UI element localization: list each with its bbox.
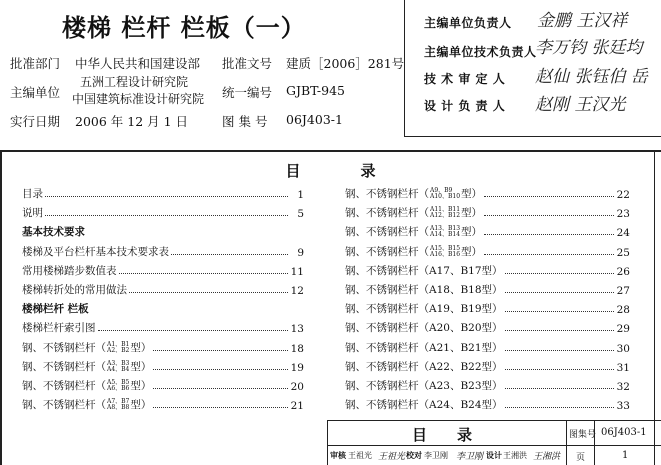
toc-entry[interactable] — [22, 183, 304, 201]
toc-entry-text: 钢、不锈钢栏杆（ — [345, 245, 429, 258]
toc-entry-codes — [430, 188, 460, 200]
approval-no-label: 批准文号 — [222, 56, 273, 71]
sig-1: 金鹏 王汉祥 — [537, 11, 628, 31]
toc-entry[interactable] — [22, 375, 304, 393]
unified-no-value: GJBT-945 — [286, 83, 345, 98]
toc-entry-code: A11、B11 — [430, 206, 461, 214]
toc-entry-suffix: 型） — [130, 341, 152, 354]
toc-entry[interactable] — [22, 298, 304, 316]
sig-role-4: 设 计 负 责 人 — [424, 99, 506, 113]
toc-leader-dots — [119, 273, 289, 274]
toc-entry-text: 钢、不锈钢栏杆（ — [22, 380, 106, 392]
toc-page-number: 5 — [297, 208, 304, 221]
toc-page-number: 19 — [290, 361, 304, 374]
toc-entry-code: A3、B3 — [107, 359, 130, 367]
toc-leader-dots — [484, 254, 614, 255]
toc-entry-text: 说明 — [22, 207, 43, 220]
toc-entry-text: 钢、不锈钢栏杆（ — [22, 341, 106, 354]
signature-box-bottom — [404, 136, 661, 137]
toc-entry[interactable] — [345, 337, 630, 355]
toc-page-number: 29 — [616, 323, 630, 336]
toc-entry-text: 楼梯栏杆 栏板 — [22, 303, 89, 316]
toc-page-number: 22 — [616, 189, 630, 201]
sig-2: 李万钧 张廷均 — [535, 38, 643, 58]
toc-entry[interactable] — [345, 356, 630, 374]
toc-entry[interactable] — [22, 337, 304, 355]
toc-entry-text: 钢、不锈钢栏杆（A19、B19型） — [345, 303, 503, 316]
toc-entry-label — [22, 378, 151, 393]
signature-box-border — [404, 0, 405, 136]
toc-entry[interactable] — [345, 394, 630, 412]
toc-entry-code: A14、B14 — [430, 231, 461, 239]
unified-no-label: 统一编号 — [222, 85, 273, 100]
toc-leader-dots — [153, 407, 288, 408]
toc-page-number: 26 — [616, 265, 630, 278]
toc-entry-text: 楼梯及平台栏杆基本技术要求表 — [22, 245, 169, 258]
toc-entry-label — [345, 378, 503, 393]
toc-leader-dots — [45, 196, 288, 197]
toc-page-number: 30 — [616, 342, 630, 355]
review-signature: 王祖光 — [378, 452, 406, 462]
toc-entry-label — [345, 301, 503, 316]
toc-entry-code: A16、B16 — [430, 250, 461, 258]
chief-unit-line2: 中国建筑标准设计研究院 — [72, 92, 205, 106]
toc-entry-label — [22, 244, 169, 259]
sig-role-2: 主编单位技术负责人 — [424, 45, 537, 59]
toc-leader-dots — [505, 388, 614, 389]
toc-entry-label — [345, 244, 482, 259]
toc-entry-text: 钢、不锈钢栏杆（A20、B20型） — [345, 322, 503, 335]
page-value: 1 — [622, 450, 629, 461]
toc-entry[interactable] — [345, 317, 630, 335]
chief-unit-label: 主编单位 — [10, 85, 61, 100]
check-name: 李卫刚 — [424, 451, 448, 460]
toc-entry[interactable] — [345, 298, 630, 316]
title-block-div1 — [566, 420, 567, 465]
toc-page-number: 1 — [297, 189, 304, 201]
toc-entry[interactable] — [345, 241, 630, 259]
toc-page-number: 25 — [616, 246, 630, 259]
toc-entry-text: 钢、不锈钢栏杆（A24、B24型） — [345, 399, 503, 412]
title-block-left — [327, 420, 328, 465]
toc-entry-text: 钢、不锈钢栏杆（ — [345, 207, 429, 220]
toc-leader-dots — [505, 407, 614, 408]
toc-page-number: 24 — [616, 227, 630, 240]
toc-entry[interactable] — [22, 356, 304, 374]
toc-leader-dots — [505, 273, 614, 274]
toc-page-number: 28 — [616, 304, 630, 317]
atlas-no-label: 图 集 号 — [222, 114, 268, 129]
toc-entry-suffix: 型） — [130, 360, 152, 373]
toc-leader-dots — [505, 350, 614, 351]
toc-page-number: 23 — [616, 208, 630, 221]
toc-page-number: 33 — [616, 400, 630, 413]
document-title: 楼梯 栏杆 栏板（一） — [62, 13, 306, 42]
toc-entry-label — [22, 205, 43, 220]
toc-entry-code: A9、B9 — [430, 187, 453, 194]
toc-entry-code: A8、B8 — [107, 404, 130, 412]
toc-entry-suffix: 型） — [461, 207, 483, 220]
toc-leader-dots — [484, 196, 614, 197]
toc-entry-code: A1、B1 — [107, 340, 130, 348]
toc-entry-code: A15、B15 — [430, 244, 461, 252]
title-block-name: 目录 — [412, 426, 503, 444]
toc-entry[interactable] — [22, 394, 304, 412]
toc-leader-dots — [45, 215, 288, 216]
toc-leader-dots — [153, 388, 288, 389]
toc-leader-dots — [171, 254, 288, 255]
toc-entry[interactable] — [22, 279, 304, 297]
toc-entry-label — [345, 263, 503, 278]
sig-role-3: 技 术 审 定 人 — [424, 72, 506, 86]
atlas-value: 06J403-1 — [601, 427, 647, 438]
toc-entry-codes — [430, 207, 460, 219]
toc-entry-suffix: 型） — [461, 226, 483, 239]
toc-entry-label — [345, 205, 482, 220]
toc-right-border — [654, 150, 655, 465]
toc-entry-text: 基本技术要求 — [22, 226, 85, 239]
toc-entry-text: 钢、不锈钢栏杆（ — [22, 399, 106, 412]
toc-entry-label — [22, 282, 127, 297]
toc-entry[interactable] — [22, 221, 304, 239]
title-block-mid — [327, 445, 661, 446]
toc-page-number: 12 — [290, 285, 304, 297]
check-label: 校对 — [406, 450, 422, 460]
toc-entry-label — [345, 359, 503, 374]
toc-entry-text: 钢、不锈钢栏杆（ — [345, 188, 429, 200]
toc-entry-label — [345, 340, 503, 355]
toc-page-number: 21 — [290, 400, 304, 413]
toc-entry[interactable] — [345, 260, 630, 278]
toc-entry-label — [22, 359, 151, 374]
toc-entry-label — [345, 224, 482, 239]
effective-date-value: 2006 年 12 月 1 日 — [75, 114, 189, 129]
toc-entry-suffix: 型） — [461, 188, 483, 200]
check-signature: 李卫刚 — [456, 452, 484, 462]
toc-entry-text: 钢、不锈钢栏杆（A21、B21型） — [345, 341, 503, 354]
toc-entry-codes — [107, 380, 129, 392]
toc-entry-code: A4、B4 — [107, 365, 130, 373]
toc-entry[interactable] — [22, 260, 304, 278]
design-label: 设计 — [486, 450, 502, 460]
toc-entry-label — [22, 320, 96, 335]
toc-section-heading — [22, 224, 85, 239]
toc-leader-dots — [153, 369, 288, 370]
toc-entry-label — [22, 186, 43, 201]
effective-date-label: 实行日期 — [10, 114, 61, 129]
toc-page-number: 27 — [616, 285, 630, 297]
toc-leader-dots — [98, 330, 289, 331]
toc-entry-label — [345, 282, 503, 297]
approval-no-value: 建质［2006］281号 — [286, 56, 405, 71]
toc-entry-text: 钢、不锈钢栏杆（A18、B18型） — [345, 284, 503, 296]
approval-dept-value: 中华人民共和国建设部 — [75, 56, 201, 71]
toc-entry-text: 楼梯栏杆索引图 — [22, 322, 96, 335]
toc-leader-dots — [505, 292, 614, 293]
toc-entry[interactable] — [345, 202, 630, 220]
toc-entry-code: A10、B10 — [430, 193, 461, 200]
toc-entry-codes — [107, 399, 129, 411]
toc-page-number: 32 — [616, 381, 630, 393]
toc-entry-label — [22, 397, 151, 412]
atlas-no-value: 06J403-1 — [286, 112, 343, 127]
toc-entry-codes — [430, 226, 460, 238]
toc-entry-label — [22, 340, 151, 355]
toc-entry-codes — [430, 246, 460, 258]
toc-entry[interactable] — [22, 202, 304, 220]
review-name: 王祖光 — [348, 451, 372, 460]
toc-entry-suffix: 型） — [461, 245, 483, 258]
toc-entry[interactable] — [22, 241, 304, 259]
sig-4: 赵刚 王汉光 — [535, 95, 626, 115]
toc-top-border — [0, 150, 661, 152]
toc-entry-text: 钢、不锈钢栏杆（A23、B23型） — [345, 380, 503, 392]
sig-3: 赵仙 张钰伯 岳 — [535, 67, 648, 87]
toc-entry-label — [345, 320, 503, 335]
toc-entry-label — [345, 397, 503, 412]
toc-leader-dots — [484, 234, 614, 235]
toc-leader-dots — [484, 215, 614, 216]
atlas-label: 图集号 — [569, 430, 597, 440]
toc-entry-text: 楼梯转折处的常用做法 — [22, 284, 127, 296]
approval-dept-label: 批准部门 — [10, 56, 61, 71]
toc-entry-text: 目录 — [22, 188, 43, 200]
title-block-top — [327, 420, 661, 421]
chief-unit-line1: 五洲工程设计研究院 — [80, 75, 189, 89]
toc-entry-code: A5、B5 — [107, 379, 130, 386]
toc-entry-suffix: 型） — [130, 380, 152, 392]
toc-entry-text: 钢、不锈钢栏杆（ — [345, 226, 429, 239]
toc-page-number: 31 — [616, 361, 630, 374]
toc-leader-dots — [505, 311, 614, 312]
toc-entry-code: A7、B7 — [107, 398, 130, 406]
toc-entry-code: A2、B2 — [107, 346, 130, 354]
toc-section-heading — [22, 301, 89, 316]
toc-entry[interactable] — [345, 279, 630, 297]
toc-entry-text: 钢、不锈钢栏杆（A17、B17型） — [345, 264, 503, 277]
toc-left-border — [0, 150, 2, 465]
toc-page-number: 9 — [297, 246, 304, 259]
toc-entry-code: A12、B12 — [430, 212, 461, 220]
toc-entry[interactable] — [22, 317, 304, 335]
toc-page-number: 18 — [290, 342, 304, 355]
toc-entry-label — [22, 263, 117, 278]
sig-role-1: 主编单位负责人 — [424, 16, 512, 30]
toc-entry[interactable] — [345, 375, 630, 393]
toc-leader-dots — [505, 330, 614, 331]
toc-entry-suffix: 型） — [130, 399, 152, 412]
toc-entry-text: 常用楼梯踏步数值表 — [22, 264, 117, 277]
toc-entry[interactable] — [345, 183, 630, 201]
toc-heading: 目录 — [285, 162, 436, 180]
toc-page-number: 13 — [290, 323, 304, 336]
toc-entry-codes — [107, 361, 129, 373]
toc-page-number: 11 — [290, 265, 304, 278]
toc-entry-codes — [107, 342, 129, 354]
toc-entry-code: A6、B6 — [107, 385, 130, 392]
design-name: 王湘洪 — [503, 451, 527, 460]
toc-leader-dots — [129, 292, 288, 293]
toc-leader-dots — [153, 350, 288, 351]
review-label: 审核 — [330, 450, 346, 460]
toc-entry-code: A13、B13 — [430, 225, 461, 233]
toc-entry-text: 钢、不锈钢栏杆（A22、B22型） — [345, 360, 503, 373]
toc-entry[interactable] — [345, 221, 630, 239]
toc-entry-label — [345, 186, 482, 201]
toc-page-number: 20 — [290, 381, 304, 393]
toc-entry-text: 钢、不锈钢栏杆（ — [22, 360, 106, 373]
page-label: 页 — [576, 453, 586, 463]
toc-leader-dots — [505, 369, 614, 370]
design-signature: 王湘洪 — [533, 452, 561, 462]
